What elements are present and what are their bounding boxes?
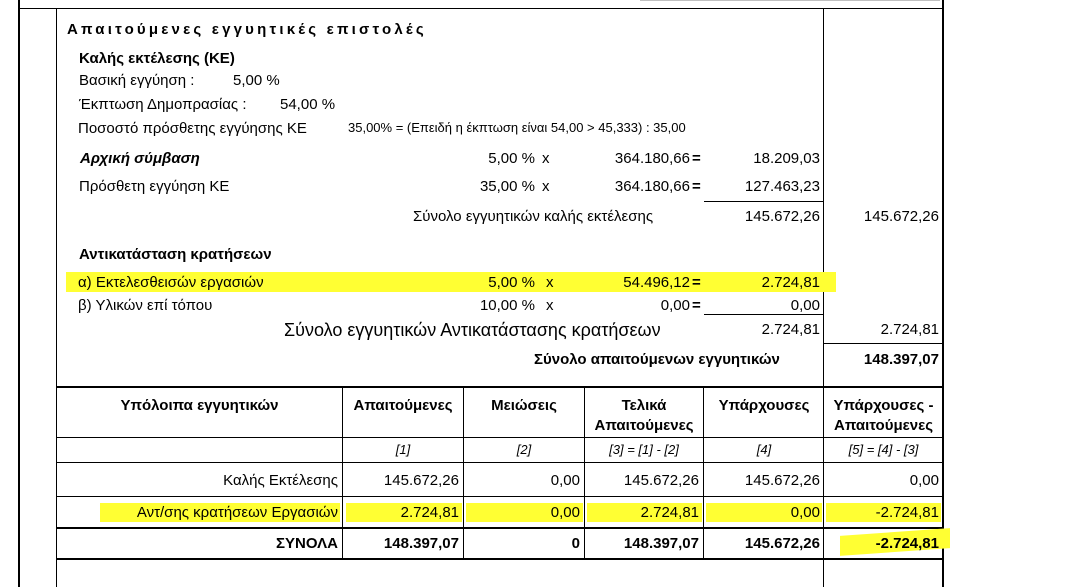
totals-existing: 145.672,26 <box>744 535 820 552</box>
totals-label: ΣΥΝΟΛΑ <box>276 535 338 552</box>
row-replacement-reductions: 0,00 <box>550 504 580 521</box>
inner-left-border <box>56 8 57 587</box>
replacement-row-b-pct: 10,00 % <box>479 297 535 314</box>
additional-ke-label: Πρόσθετη εγγύηση ΚΕ <box>79 178 230 195</box>
header-reductions: Μειώσεις <box>491 397 557 414</box>
table-totals-bottom <box>56 558 943 560</box>
section-title: Απαιτούμενες εγγυητικές επιστολές <box>67 21 427 38</box>
header-diff-line1: Υπάρχουσες - <box>833 397 934 414</box>
additional-pct-note: 35,00% = (Επειδή η έκπτωση είναι 54,00 > 45,333) : 35,00 <box>348 120 686 135</box>
replacement-row-a-op: x <box>546 274 554 291</box>
top-border <box>18 8 944 9</box>
formula-col4: [4] <box>756 442 772 457</box>
totals-diff: -2.724,81 <box>875 535 939 552</box>
replacement-row-a-base: 54.496,12 <box>623 274 690 291</box>
row-ke-diff: 0,00 <box>909 472 939 489</box>
basic-guarantee-label: Βασική εγγύηση : <box>79 72 195 89</box>
row-replacement-final: 2.724,81 <box>640 504 699 521</box>
row-ke-existing: 145.672,26 <box>744 472 820 489</box>
replacement-row-b-op: x <box>546 297 554 314</box>
replacement-sum-underline <box>704 314 824 315</box>
replacement-row-b-label: β) Υλικών επί τόπου <box>78 297 213 314</box>
additional-ke-op: x <box>542 178 550 195</box>
right-column-divider <box>823 8 824 587</box>
replacement-row-a-pct: 5,00 % <box>488 274 535 291</box>
replacement-total-label: Σύνολο εγγυητικών Αντικατάστασης κρατήσεων <box>284 320 661 340</box>
replacement-total-value-right: 2.724,81 <box>880 321 939 338</box>
row-replacement-required: 2.724,81 <box>400 504 459 521</box>
header-existing: Υπάρχουσες <box>718 397 810 414</box>
table-top-line <box>56 386 943 388</box>
initial-contract-pct: 5,00 % <box>488 150 535 167</box>
initial-contract-eq: = <box>692 150 701 167</box>
header-final-line2: Απαιτούμενες <box>594 417 694 434</box>
table-row2-top <box>56 496 943 497</box>
header-balances: Υπόλοιπα εγγυητικών <box>120 397 279 414</box>
totals-required: 148.397,07 <box>383 535 459 552</box>
additional-ke-base: 364.180,66 <box>614 178 690 195</box>
table-totals-top <box>56 527 943 529</box>
row-ke-label: Καλής Εκτέλεσης <box>223 472 338 489</box>
additional-pct-label: Ποσοστό πρόσθετης εγγύησης ΚΕ <box>78 120 307 137</box>
auction-discount-value: 54,00 % <box>280 96 336 113</box>
totals-reductions: 0 <box>571 535 580 552</box>
replacement-total-value: 2.724,81 <box>761 321 820 338</box>
replacement-row-a-label: α) Εκτελεσθεισών εργασιών <box>78 274 264 291</box>
outer-right-border <box>942 0 944 587</box>
header-required: Απαιτούμενες <box>353 397 453 414</box>
formula-col3: [3] = [1] - [2] <box>609 442 679 457</box>
additional-ke-result: 127.463,23 <box>744 178 820 195</box>
grand-total-label: Σύνολο απαιτούμενων εγγυητικών <box>534 351 780 368</box>
grand-total-top-line <box>824 343 942 344</box>
additional-ke-pct: 35,00 % <box>479 178 535 195</box>
initial-contract-op: x <box>542 150 550 167</box>
replacement-heading: Αντικατάσταση κρατήσεων <box>79 246 272 263</box>
initial-contract-base: 364.180,66 <box>614 150 690 167</box>
additional-ke-eq: = <box>692 178 701 195</box>
row-ke-final: 145.672,26 <box>623 472 699 489</box>
auction-discount-label: Έκπτωση Δημοπρασίας : <box>79 96 247 113</box>
formula-col5: [5] = [4] - [3] <box>848 442 919 457</box>
replacement-row-a-result: 2.724,81 <box>761 274 820 291</box>
replacement-row-b-result: 0,00 <box>790 297 820 314</box>
formula-col2: [2] <box>516 442 532 457</box>
initial-contract-label: Αρχική σύμβαση <box>80 150 200 167</box>
replacement-row-b-eq: = <box>692 297 701 314</box>
basic-guarantee-value: 5,00 % <box>233 72 280 89</box>
row-replacement-existing: 0,00 <box>790 504 820 521</box>
initial-contract-result: 18.209,03 <box>753 150 820 167</box>
row-replacement-label: Αντ/σης κρατήσεων Εργασιών <box>136 504 338 521</box>
table-formula-bottom <box>56 462 943 463</box>
outer-left-border <box>18 0 20 587</box>
row-ke-required: 145.672,26 <box>383 472 459 489</box>
header-diff-line2: Απαιτούμενες <box>833 417 934 434</box>
grand-total-value: 148.397,07 <box>863 351 939 368</box>
totals-final: 148.397,07 <box>623 535 699 552</box>
row-replacement-diff: -2.724,81 <box>875 504 939 521</box>
ke-heading: Καλής εκτέλεσης (ΚΕ) <box>79 50 235 67</box>
ke-total-value-right: 145.672,26 <box>863 208 939 225</box>
replacement-row-b-base: 0,00 <box>660 297 690 314</box>
formula-col1: [1] <box>395 442 411 457</box>
table-header-bottom <box>56 437 943 438</box>
ke-total-value: 145.672,26 <box>744 208 820 225</box>
previous-row-fragment <box>640 0 940 1</box>
header-final-line1: Τελικά <box>621 397 667 414</box>
ke-total-label: Σύνολο εγγυητικών καλής εκτέλεσης <box>413 208 654 225</box>
row-ke-reductions: 0,00 <box>550 472 580 489</box>
ke-sum-underline <box>704 201 824 202</box>
replacement-row-a-eq: = <box>692 274 701 291</box>
